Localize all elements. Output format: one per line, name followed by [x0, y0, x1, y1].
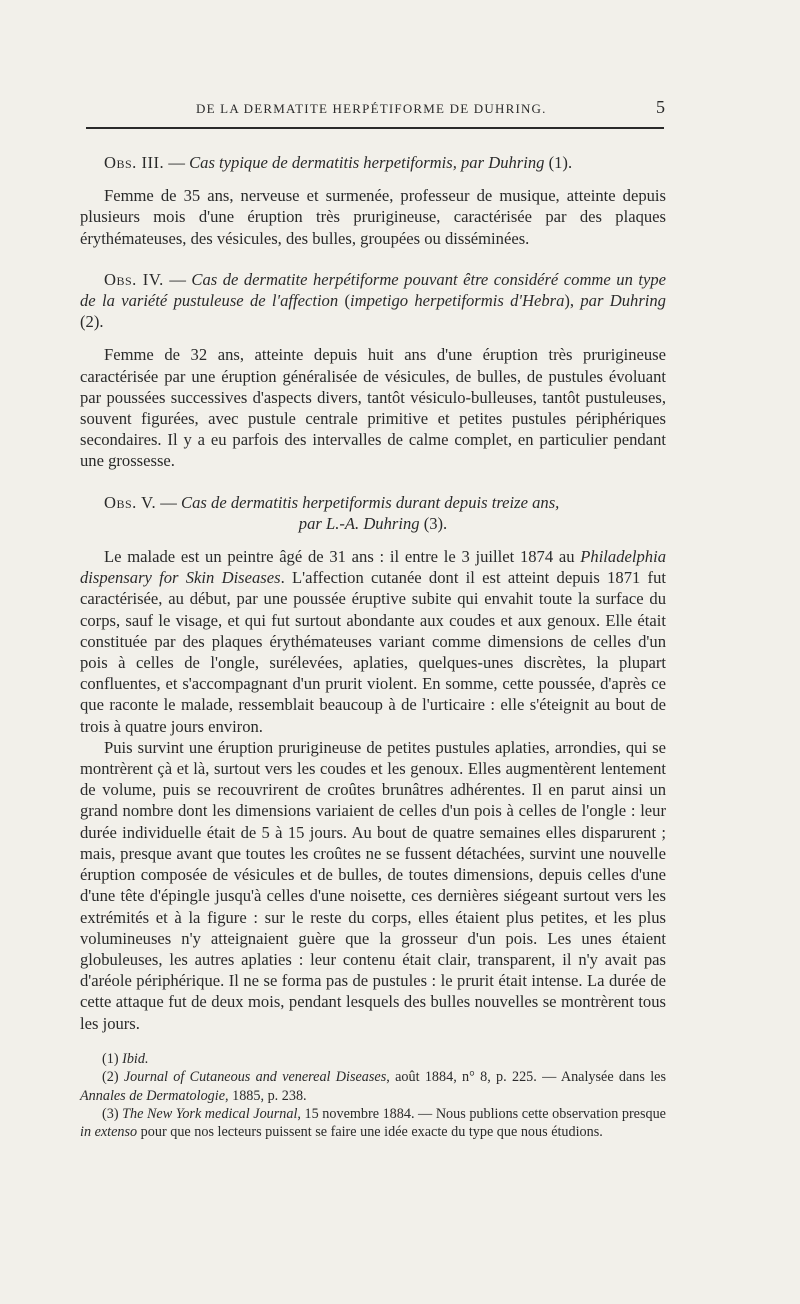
obs4-title-e: par Duhring: [580, 291, 666, 311]
obs5-paragraph-1: [80, 546, 666, 737]
obs4-ref: (2).: [80, 312, 104, 332]
footnote-2: [80, 1068, 666, 1105]
obs3-ref: (1).: [544, 153, 573, 172]
footnote-3-rest: , 15 novembre 1884. — Nous publions cette observation presque: [297, 1105, 666, 1122]
obs5-p1-a: Le malade est un peintre âgé de 31 ans : il entre le 3 juillet 1874 au: [104, 547, 581, 567]
footnote-2-rest: , août 1884, n° 8, p. 225. — Analysée dans les: [386, 1069, 666, 1086]
obs5-heading-line2: [80, 513, 666, 534]
footnote-3: [80, 1105, 666, 1142]
obs4-text: Femme de 32 ans, atteinte depuis huit ans d'une éruption très prurigineuse caractérisée par une éruption généralisée de vésicules, de bulles, de pustules évoluant par poussées successives d'aspects divers, tantôt vésiculo-bulleuses, tantôt pustuleuses, souvent figurées, avec pustule centrale primitive et petites pustules périphériques secondaires. Il y a eu parfois des intervalles de calme complet, en particulier pendant une grossesse.: [80, 345, 666, 471]
footnote-1-num: (1): [102, 1050, 123, 1067]
obs4-title-b: (: [338, 291, 350, 311]
footnote-2-num: (2): [102, 1069, 124, 1086]
obs3-dash: —: [164, 153, 190, 172]
obs5-p1-c: . L'affection cutanée dont il est atteint depuis 1871 fut caractérisée, au début, par une poussée éruptive subite qui envahit toute la surface du corps, sauf le visage, et qui fut surtout abondante aux coudes et aux genoux. Elle était constituée par des plaques érythémateuses variant comme dimensions de celles d'un pois à celles de l'ongle, surélevées, aplaties, quelques-unes discrètes, la plupart confluentes, et s'accompagnant d'un prurit violent. En somme, cette poussée, d'après ce que raconte le malade, ressemblait beaucoup à de l'urticaire : elle s'éteignit au bout de trois à quatre jours environ.: [80, 568, 666, 736]
footnote-2-title: Journal of Cutaneous and venereal Diseases: [123, 1069, 387, 1086]
footnote-3-title: The New York medical Journal: [122, 1105, 298, 1122]
page-number: 5: [656, 97, 665, 117]
footnote-3-italic: in extenso: [80, 1124, 138, 1141]
obs5-p1-b: Philadelphia dispensary for Skin Diseases: [80, 547, 666, 588]
footnote-2-journal: Annales de Dermatologie: [80, 1087, 225, 1104]
obs5-paragraph-2: Puis survint une éruption prurigineuse de petites pustules aplaties, arrondies, qui se montrèrent çà et là, surtout vers les coudes et les genoux. Elles augmentèrent lentement de volume, puis se recouvrirent de croûtes brunâtres adhérentes. Il en parut ainsi un grand nombre dont les dimensions variaient de celles d'un pois à celles de l'ongle : leur durée individuelle était de 5 à 15 jours. Au bout de quatre semaines elles disparurent ; mais, presque avant que toutes les croûtes ne se fussent détachées, survint une nouvelle éruption composée de vésicules et de bulles, de toutes dimensions, depuis celles d'une d'une tête d'épingle jusqu'à celles d'une noisette, ces dernières siégeant surtout vers les extrémités et à la figure : sur le reste du corps, elles étaient plus petites, et les plus volumineuses n'y atteignaient guère que la grosseur d'un pois. Les unes étaient globuleuses, les autres aplaties : leur contenu était clair, transparent, il n'y avait pas d'aréole périphérique. Il ne se forma pas de pustules : le prurit était intense. La durée de cette attaque fut de deux mois, pendant lesquels des bulles nouvelles se montrèrent tous les jours.: [80, 737, 666, 1033]
obs4-dash: —: [163, 269, 192, 289]
page-body: [80, 152, 666, 1142]
footnote-1: [80, 1050, 666, 1068]
obs4-title-c: impetigo herpetiformis d'Hebra: [350, 291, 565, 311]
page-header: [0, 97, 800, 121]
obs3-heading: [80, 152, 666, 173]
obs5-dash: —: [156, 492, 182, 512]
header-rule: [86, 127, 664, 129]
running-head: DE LA DERMATITE HERPÉTIFORME DE DUHRING.: [196, 101, 547, 116]
obs4-title-a: Cas de dermatite herpétiforme pouvant être considéré comme un type de la variété pustuleuse de l'affection: [80, 269, 666, 311]
obs5-label: Obs. V.: [104, 492, 157, 512]
obs3-title: Cas typique de dermatitis herpetiformis, par Duhring: [189, 153, 545, 172]
footnote-2-end: , 1885, p. 238.: [225, 1087, 307, 1104]
obs5-ref: (3).: [419, 513, 448, 533]
obs5-title-line2: par L.-A. Duhring: [298, 513, 420, 533]
obs4-heading: [80, 269, 666, 333]
obs3-text: Femme de 35 ans, nerveuse et surmenée, professeur de musique, atteinte depuis plusieurs mois d'une éruption très prurigineuse, caractérisée par des plaques érythémateuses, des vésicules, des bulles, groupées ou disséminées.: [80, 186, 666, 248]
footnote-3-end: pour que nos lecteurs puissent se faire une idée exacte du type que nous étudions.: [137, 1124, 603, 1141]
footnotes: [80, 1050, 666, 1142]
obs5-title-line1: Cas de dermatitis herpetiformis durant depuis treize ans,: [181, 492, 560, 512]
obs5-heading: [80, 492, 666, 513]
footnote-3-num: (3): [102, 1105, 123, 1122]
obs4-title-d: ),: [564, 291, 581, 311]
obs3-label: Obs. III.: [104, 153, 165, 172]
obs4-label: Obs. IV.: [104, 269, 164, 289]
footnote-1-text: Ibid.: [122, 1050, 149, 1067]
